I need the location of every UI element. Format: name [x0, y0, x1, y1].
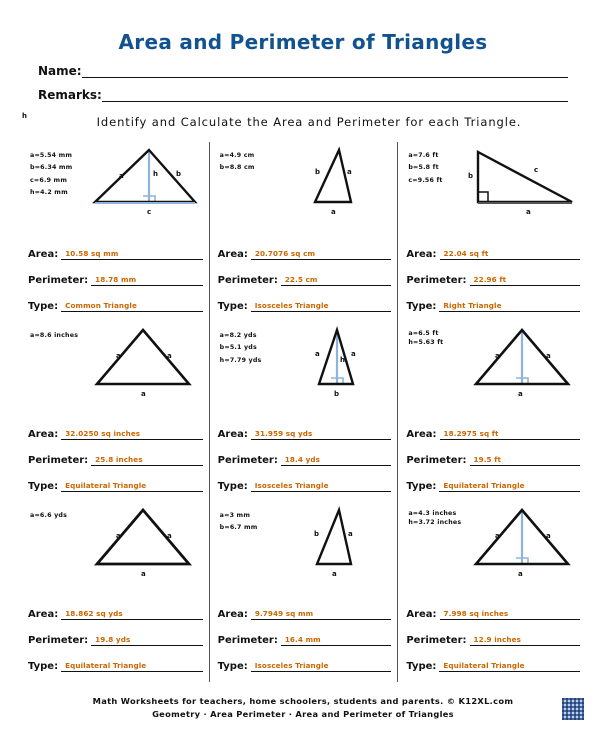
type-row — [406, 479, 580, 492]
perimeter-value: 16.4 mm — [284, 635, 321, 644]
height-label-h: h — [152, 170, 158, 178]
perimeter-value: 19.5 ft — [473, 455, 501, 464]
problem-1-answers — [28, 247, 203, 314]
dim-h: h=7.79 yds — [219, 356, 262, 364]
type-label: Type: — [28, 301, 59, 312]
area-value: 31.959 sq yds — [254, 429, 313, 438]
side-label-b: b — [314, 530, 320, 538]
area-label: Area: — [28, 249, 59, 260]
dim-a: a=7.6 ft — [408, 152, 439, 159]
area-label: Area: — [217, 609, 248, 620]
perimeter-answer-line[interactable] — [470, 633, 581, 646]
area-answer-line[interactable] — [61, 247, 202, 260]
area-label: Area: — [406, 429, 437, 440]
triangle-figure-4 — [83, 324, 203, 400]
side-label-b: b — [468, 172, 474, 180]
perimeter-answer-line[interactable] — [281, 453, 392, 466]
area-label: Area: — [406, 609, 437, 620]
dim-a: a=3 mm — [219, 512, 251, 519]
perimeter-answer-line[interactable] — [281, 633, 392, 646]
area-answer-line[interactable] — [251, 427, 391, 440]
qr-code-icon — [562, 698, 584, 720]
side-label-a-left: a — [115, 352, 121, 360]
side-label-a-left: a — [495, 352, 500, 360]
type-row — [218, 299, 392, 312]
height-label-h: h — [340, 356, 346, 364]
side-label-a-left: a — [115, 532, 121, 540]
problem-4-dimensions — [30, 330, 78, 342]
side-label-b: b — [175, 170, 181, 178]
perimeter-row — [406, 453, 580, 466]
type-value: Right Triangle — [443, 301, 502, 310]
page-title: Area and Perimeter of Triangles — [118, 30, 488, 54]
side-label-a-base: a — [518, 570, 523, 578]
type-row — [28, 479, 203, 492]
problem-9-answers — [406, 607, 580, 674]
side-label-a-right: a — [546, 352, 551, 360]
perimeter-row — [406, 633, 580, 646]
perimeter-value: 18.4 yds — [284, 455, 320, 464]
perimeter-row — [218, 273, 392, 286]
area-label: Area: — [28, 609, 59, 620]
area-row — [406, 247, 580, 260]
problem-7-answers — [28, 607, 203, 674]
type-value: Equilateral Triangle — [443, 481, 525, 490]
triangle-figure-5 — [281, 324, 391, 400]
type-answer-line[interactable] — [439, 659, 580, 672]
area-row — [218, 427, 392, 440]
dim-b: b=6.7 mm — [219, 524, 258, 532]
triangle-figure-3 — [460, 144, 580, 216]
perimeter-answer-line[interactable] — [91, 453, 202, 466]
perimeter-row — [218, 453, 392, 466]
problem-5-answers — [218, 427, 392, 494]
problem-9-dimensions — [408, 510, 461, 527]
side-label-a: a — [118, 172, 124, 180]
dim-a: a=4.3 inches — [408, 510, 457, 517]
problem-4-answers — [28, 427, 203, 494]
problem-cell-8 — [209, 502, 398, 682]
type-value: Isosceles Triangle — [254, 301, 329, 310]
side-label-a-right: a — [348, 530, 354, 538]
name-input-rule[interactable] — [82, 67, 568, 78]
triangle-figure-7 — [83, 504, 203, 580]
area-label: Area: — [217, 429, 248, 440]
triangle-figure-6 — [460, 324, 580, 400]
problem-6-answers — [406, 427, 580, 494]
dim-b: b=6.34 mm — [30, 164, 73, 172]
perimeter-row — [28, 453, 203, 466]
type-row — [28, 299, 203, 312]
problem-cell-4 — [20, 322, 209, 502]
area-row — [28, 427, 203, 440]
type-answer-line[interactable] — [439, 479, 580, 492]
area-row — [406, 607, 580, 620]
perimeter-row — [406, 273, 580, 286]
area-answer-line[interactable] — [440, 427, 580, 440]
perimeter-value: 19.8 yds — [95, 635, 131, 644]
problem-cell-3 — [397, 142, 586, 322]
side-label-a-base: a — [331, 208, 337, 216]
type-answer-line[interactable] — [61, 299, 203, 312]
problem-cell-9 — [397, 502, 586, 682]
type-row — [406, 659, 580, 672]
type-answer-line[interactable] — [61, 479, 203, 492]
footer-line-1: Math Worksheets for teachers, home schoolers, students and parents. © K12XL.com — [92, 695, 514, 706]
triangle-figure-1 — [83, 144, 203, 216]
dim-b: b=5.1 yds — [219, 344, 257, 352]
type-row — [218, 479, 392, 492]
problem-3-dimensions — [408, 150, 442, 187]
area-row — [218, 607, 392, 620]
perimeter-label: Perimeter: — [217, 455, 278, 466]
perimeter-value: 18.78 mm — [95, 275, 137, 284]
type-row — [218, 659, 392, 672]
type-answer-line[interactable] — [251, 659, 392, 672]
dim-a: a=8.6 inches — [30, 332, 79, 339]
area-value: 32.0250 sq inches — [65, 429, 141, 438]
side-label-a-right: a — [166, 352, 172, 360]
perimeter-value: 25.8 inches — [95, 455, 143, 464]
problem-5-dimensions — [220, 330, 262, 367]
area-answer-line[interactable] — [440, 247, 580, 260]
area-label: Area: — [217, 249, 248, 260]
dim-b: b=5.8 ft — [408, 164, 439, 172]
side-label-a-base: a — [140, 570, 146, 578]
perimeter-answer-line[interactable] — [281, 273, 392, 286]
area-value: 20.7076 sq cm — [254, 249, 316, 258]
problem-1-dimensions — [30, 150, 72, 199]
perimeter-label: Perimeter: — [28, 635, 89, 646]
side-label-a-base: a — [140, 390, 146, 398]
triangle-figure-8 — [281, 504, 391, 580]
problem-7-dimensions — [30, 510, 67, 522]
type-answer-line[interactable] — [439, 299, 580, 312]
perimeter-label: Perimeter: — [406, 635, 467, 646]
problem-cell-6 — [397, 322, 586, 502]
type-answer-line[interactable] — [251, 479, 392, 492]
problem-3-answers — [406, 247, 580, 314]
dim-a: a=4.9 cm — [219, 152, 255, 159]
problem-8-dimensions — [220, 510, 258, 535]
triangle-figure-2 — [281, 144, 391, 216]
area-value: 9.7949 sq mm — [254, 609, 314, 618]
area-row — [28, 607, 203, 620]
problem-8-answers — [218, 607, 392, 674]
name-field-row — [38, 64, 568, 78]
type-label: Type: — [406, 301, 437, 312]
side-label-a-base: a — [518, 390, 523, 398]
type-value: Equilateral Triangle — [443, 661, 525, 670]
area-value: 18.2975 sq ft — [443, 429, 499, 438]
area-value: 18.862 sq yds — [65, 609, 123, 618]
area-row — [218, 247, 392, 260]
dim-h: h=5.63 ft — [408, 338, 444, 346]
problem-cell-2 — [209, 142, 398, 322]
perimeter-answer-line[interactable] — [470, 273, 581, 286]
area-answer-line[interactable] — [251, 247, 391, 260]
problem-cell-5 — [209, 322, 398, 502]
type-value: Common Triangle — [65, 301, 137, 310]
perimeter-label: Perimeter: — [406, 275, 467, 286]
perimeter-row — [218, 633, 392, 646]
perimeter-value: 22.96 ft — [473, 275, 507, 284]
stray-h-mark: h — [22, 112, 27, 120]
type-label: Type: — [406, 481, 437, 492]
area-value: 7.998 sq inches — [443, 609, 509, 618]
dim-h: h=4.2 mm — [30, 188, 68, 196]
area-answer-line[interactable] — [61, 607, 202, 620]
dim-a: a=6.5 ft — [408, 330, 439, 337]
side-label-a-right: a — [347, 168, 353, 176]
area-value: 22.04 sq ft — [443, 249, 489, 258]
side-label-a-base: a — [332, 570, 338, 578]
dim-c: c=9.56 ft — [408, 176, 443, 184]
perimeter-label: Perimeter: — [28, 455, 89, 466]
perimeter-label: Perimeter: — [406, 455, 467, 466]
perimeter-value: 22.5 cm — [284, 275, 318, 284]
type-value: Equilateral Triangle — [65, 481, 147, 490]
name-label: Name: — [38, 64, 82, 78]
type-answer-line[interactable] — [251, 299, 392, 312]
type-label: Type: — [28, 661, 59, 672]
area-answer-line[interactable] — [440, 607, 580, 620]
side-label-b-base: b — [334, 390, 340, 398]
instruction-text: Identify and Calculate the Area and Perimeter for each Triangle. — [96, 115, 522, 129]
dim-b: b=8.8 cm — [219, 164, 255, 172]
perimeter-answer-line[interactable] — [91, 273, 202, 286]
dim-a: a=8.2 yds — [219, 332, 257, 339]
side-label-a-left: a — [315, 350, 321, 358]
problem-2-dimensions — [220, 150, 255, 175]
perimeter-label: Perimeter: — [28, 275, 89, 286]
remarks-label: Remarks: — [38, 88, 102, 102]
perimeter-value: 12.9 inches — [473, 635, 521, 644]
problem-cell-1 — [20, 142, 209, 322]
side-label-a-left: a — [495, 532, 500, 540]
remarks-input-rule[interactable] — [102, 91, 568, 102]
type-value: Isosceles Triangle — [254, 661, 329, 670]
problem-6-dimensions — [408, 330, 443, 347]
footer-line-2: Geometry · Area Perimeter · Area and Perimeter of Triangles — [152, 709, 454, 720]
problem-2-answers — [218, 247, 392, 314]
perimeter-answer-line[interactable] — [91, 633, 202, 646]
type-answer-line[interactable] — [61, 659, 203, 672]
perimeter-label: Perimeter: — [217, 635, 278, 646]
area-value: 10.58 sq mm — [65, 249, 119, 258]
area-row — [406, 427, 580, 440]
type-value: Isosceles Triangle — [254, 481, 329, 490]
type-label: Type: — [28, 481, 59, 492]
triangle-figure-9 — [460, 504, 580, 580]
type-row — [28, 659, 203, 672]
area-answer-line[interactable] — [251, 607, 391, 620]
dim-h: h=3.72 inches — [408, 518, 462, 526]
type-row — [406, 299, 580, 312]
problems-grid — [20, 142, 586, 682]
type-label: Type: — [217, 301, 248, 312]
area-label: Area: — [406, 249, 437, 260]
area-row — [28, 247, 203, 260]
area-label: Area: — [28, 429, 59, 440]
page-footer — [0, 695, 606, 722]
perimeter-row — [28, 633, 203, 646]
side-label-b: b — [315, 168, 321, 176]
side-label-a: a — [526, 208, 531, 216]
type-label: Type: — [406, 661, 437, 672]
type-label: Type: — [217, 661, 248, 672]
dim-c: c=6.9 mm — [30, 176, 68, 184]
side-label-a-right: a — [351, 350, 357, 358]
dim-a: a=6.6 yds — [30, 512, 68, 519]
side-label-a-right: a — [166, 532, 172, 540]
dim-a: a=5.54 mm — [30, 152, 73, 159]
problem-cell-7 — [20, 502, 209, 682]
perimeter-answer-line[interactable] — [470, 453, 581, 466]
area-answer-line[interactable] — [61, 427, 202, 440]
perimeter-label: Perimeter: — [217, 275, 278, 286]
side-label-c: c — [146, 208, 151, 216]
side-label-c: c — [534, 166, 539, 174]
remarks-field-row — [38, 88, 568, 102]
type-label: Type: — [217, 481, 248, 492]
perimeter-row — [28, 273, 203, 286]
type-value: Equilateral Triangle — [65, 661, 147, 670]
side-label-a-right: a — [546, 532, 551, 540]
